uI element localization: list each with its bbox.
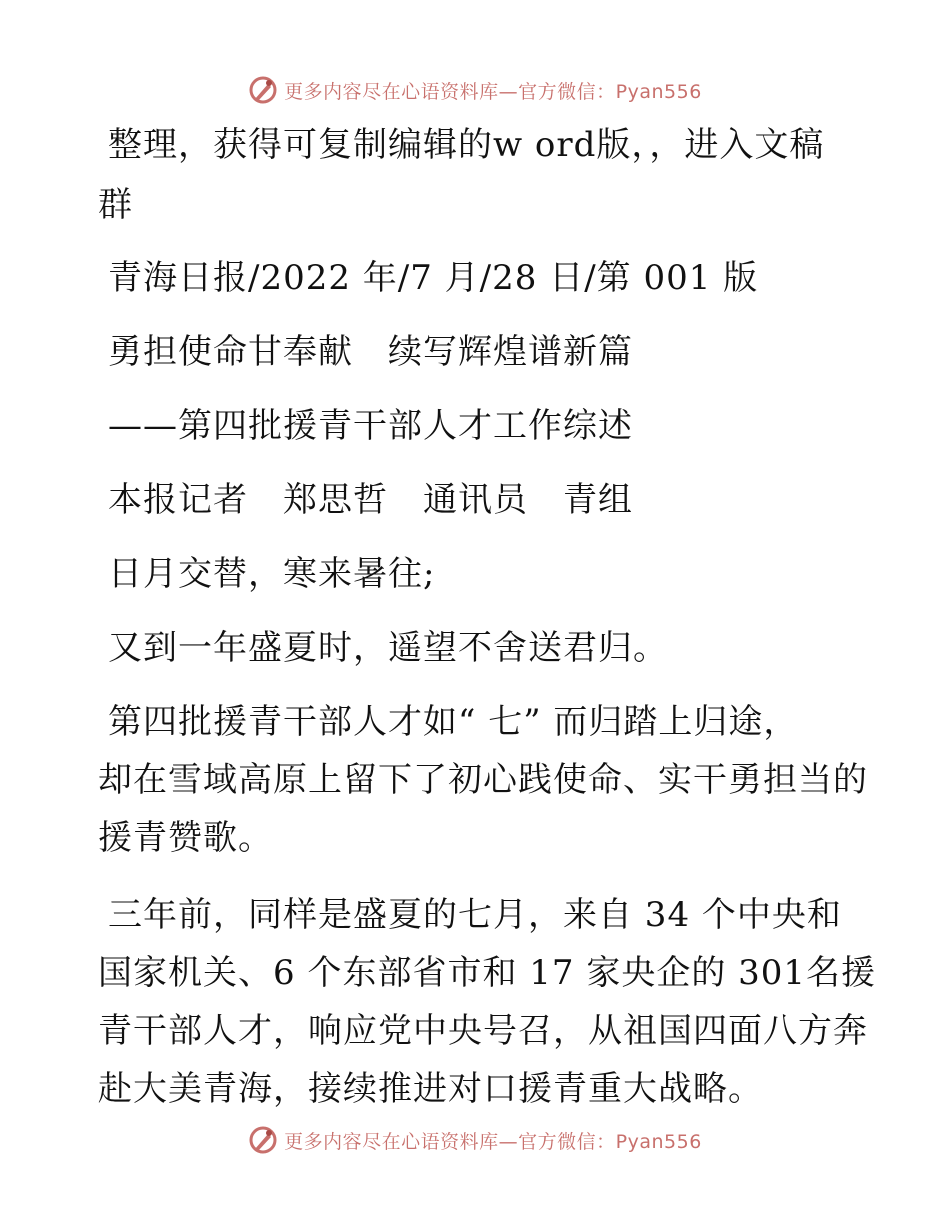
article-subtitle: ——第四批援青干部人才工作综述 xyxy=(108,406,633,446)
pen-logo-icon xyxy=(248,1125,278,1155)
text-line: 援青赞歌。 xyxy=(98,818,273,858)
text-line: 三年前，同样是盛夏的七月，来自 34 个中央和 xyxy=(108,895,842,935)
newspaper-source: 青海日报/2022 年/7 月/28 日/第 001 版 xyxy=(108,258,759,298)
text-line: 又到一年盛夏时，遥望不舍送君归。 xyxy=(108,628,668,668)
text-line: 却在雪域高原上留下了初心践使命、实干勇担当的 xyxy=(98,760,868,800)
article-byline: 本报记者 郑思哲 通讯员 青组 xyxy=(108,480,633,520)
text-line: 赴大美青海，接续推进对口援青重大战略。 xyxy=(98,1069,763,1109)
watermark-text: 更多内容尽在心语资料库—官方微信：Pyan556 xyxy=(284,80,702,103)
text-line: 青干部人才，响应党中央号召，从祖国四面八方奔 xyxy=(98,1011,868,1051)
pen-logo-icon xyxy=(248,75,278,105)
watermark-footer xyxy=(0,1122,950,1158)
text-line: 日月交替，寒来暑往; xyxy=(108,554,436,594)
watermark-text: 更多内容尽在心语资料库—官方微信：Pyan556 xyxy=(284,1130,702,1153)
text-line: 国家机关、6 个东部省市和 17 家央企的 301名援 xyxy=(98,953,877,993)
text-line: 群 xyxy=(98,185,133,225)
article-title: 勇担使命甘奉献 续写辉煌谱新篇 xyxy=(108,332,633,372)
text-line: 整理，获得可复制编辑的w ord版，，进入文稿 xyxy=(108,125,825,165)
watermark-header xyxy=(0,72,950,108)
text-line: 第四批援青干部人才如“ 七” 而归踏上归途， xyxy=(108,702,799,742)
